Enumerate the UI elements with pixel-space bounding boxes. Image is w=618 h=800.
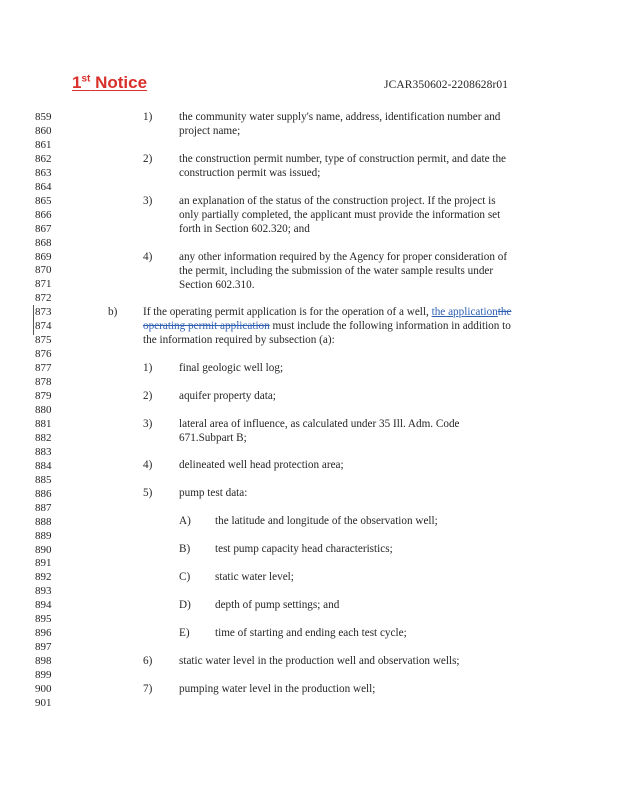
line-number: 868: [35, 236, 52, 249]
item-label: A): [179, 515, 191, 527]
line-number: 862: [35, 152, 52, 165]
line-number: 894: [35, 599, 52, 612]
line-number: 870: [35, 264, 52, 277]
line-number: 885: [35, 473, 52, 486]
line-number: 887: [35, 501, 52, 514]
line-number: 860: [35, 125, 52, 137]
notice-number: 1: [72, 73, 82, 92]
line-number: 884: [35, 459, 52, 472]
item-b5-line1: pump test data:: [179, 487, 248, 499]
deleted-text: the: [497, 306, 512, 318]
item-label: 3): [143, 418, 153, 430]
line-number: 891: [35, 557, 52, 570]
change-bar: [33, 305, 34, 335]
line-number: 886: [35, 487, 52, 500]
notice-superscript: st: [81, 73, 91, 85]
item-a4-line2: the permit, including the submission of the water sample results under: [179, 265, 494, 277]
line-number: 863: [35, 166, 52, 179]
item-b3-line1: lateral area of influence, as calculated under 35 Ill. Adm. Code: [179, 418, 460, 430]
line-number: 867: [35, 222, 52, 235]
item-b4-line1: delineated well head protection area;: [179, 459, 344, 471]
item-b7-line1: pumping water level in the production well;: [179, 683, 376, 695]
line-number: 892: [35, 571, 52, 584]
item-label: 2): [143, 390, 153, 402]
line-number: 881: [35, 417, 52, 430]
line-number: 869: [35, 250, 52, 263]
subsection-b-label: b): [108, 306, 118, 318]
line-number: 880: [35, 403, 52, 416]
item-b2-line1: aquifer property data;: [179, 390, 276, 402]
line-number: 897: [35, 641, 52, 654]
item-label: D): [179, 599, 191, 611]
item-label: 4): [143, 251, 153, 263]
item-b5E-line1: time of starting and ending each test cycle;: [215, 627, 407, 639]
item-label: C): [179, 571, 191, 583]
document-id: JCAR350602-2208628r01: [384, 79, 509, 91]
line-number: 900: [35, 682, 52, 695]
item-a1-line1: the community water supply's name, address, identification number and: [179, 111, 501, 123]
item-b1-line1: final geologic well log;: [179, 362, 284, 374]
line-number: 895: [35, 613, 52, 626]
line-number: 864: [35, 180, 52, 193]
b-line1-text: If the operating permit application is for the operation of a well,: [143, 306, 432, 318]
item-b5C-line1: static water level;: [215, 571, 294, 583]
line-number: 861: [35, 138, 52, 151]
line-number: 889: [35, 529, 52, 542]
item-a1-line2: project name;: [179, 125, 241, 137]
line-number: 875: [35, 334, 52, 347]
line-number: 865: [35, 194, 52, 207]
item-label: 1): [143, 111, 153, 123]
line-number: 874: [35, 320, 52, 333]
subsection-b-line1: [143, 305, 511, 319]
line-number: 901: [35, 696, 52, 709]
line-number: 882: [35, 431, 52, 444]
notice-word: Notice: [95, 73, 148, 92]
line-number: 898: [35, 655, 52, 667]
item-label: 6): [143, 655, 153, 667]
item-a3-line3: forth in Section 602.320; and: [179, 223, 310, 235]
line-number: 877: [35, 362, 52, 375]
inserted-text: the application: [431, 306, 498, 318]
line-number: 876: [35, 348, 52, 361]
subsection-b-line2: [143, 319, 511, 333]
item-a3-line2: only partially completed, the applicant must provide the information set: [179, 209, 501, 221]
line-number: 888: [35, 515, 52, 528]
item-label: 7): [143, 683, 153, 695]
item-a4-line3: Section 602.310.: [179, 279, 255, 291]
line-number: 866: [35, 208, 52, 221]
item-b3-line2: 671.Subpart B;: [179, 432, 247, 444]
line-number: 871: [35, 278, 52, 291]
subsection-b-line3: the information required by subsection (a):: [143, 334, 335, 346]
b-line2-text: must include the following information in addition to: [269, 320, 511, 332]
line-number: 893: [35, 585, 52, 598]
line-number: 872: [35, 292, 52, 305]
item-label: 5): [143, 487, 153, 499]
item-label: 4): [143, 459, 153, 471]
item-label: 1): [143, 362, 153, 374]
line-number: 879: [35, 390, 52, 402]
item-b5B-line1: test pump capacity head characteristics;: [215, 543, 393, 555]
item-label: E): [179, 627, 190, 639]
item-a2-line2: construction permit was issued;: [179, 167, 321, 179]
item-label: B): [179, 543, 191, 555]
line-number: 878: [35, 376, 52, 389]
line-number: 890: [35, 543, 52, 556]
item-label: 3): [143, 195, 153, 207]
line-number: 873: [35, 306, 52, 319]
notice-heading: [72, 73, 147, 93]
deleted-text: operating permit application: [143, 320, 270, 332]
item-a3-line1: an explanation of the status of the construction project. If the project is: [179, 195, 496, 207]
line-number: 899: [35, 669, 52, 681]
line-number: 859: [35, 111, 52, 123]
line-number: 896: [35, 627, 52, 640]
item-label: 2): [143, 153, 153, 165]
item-b5D-line1: depth of pump settings; and: [215, 599, 340, 611]
item-a2-line1: the construction permit number, type of construction permit, and date the: [179, 153, 507, 165]
item-a4-line1: any other information required by the Agency for proper consideration of: [179, 251, 508, 263]
item-b5A-line1: the latitude and longitude of the observation well;: [215, 515, 438, 527]
line-number: 883: [35, 445, 52, 458]
item-b6-line1: static water level in the production well and observation wells;: [179, 655, 460, 667]
